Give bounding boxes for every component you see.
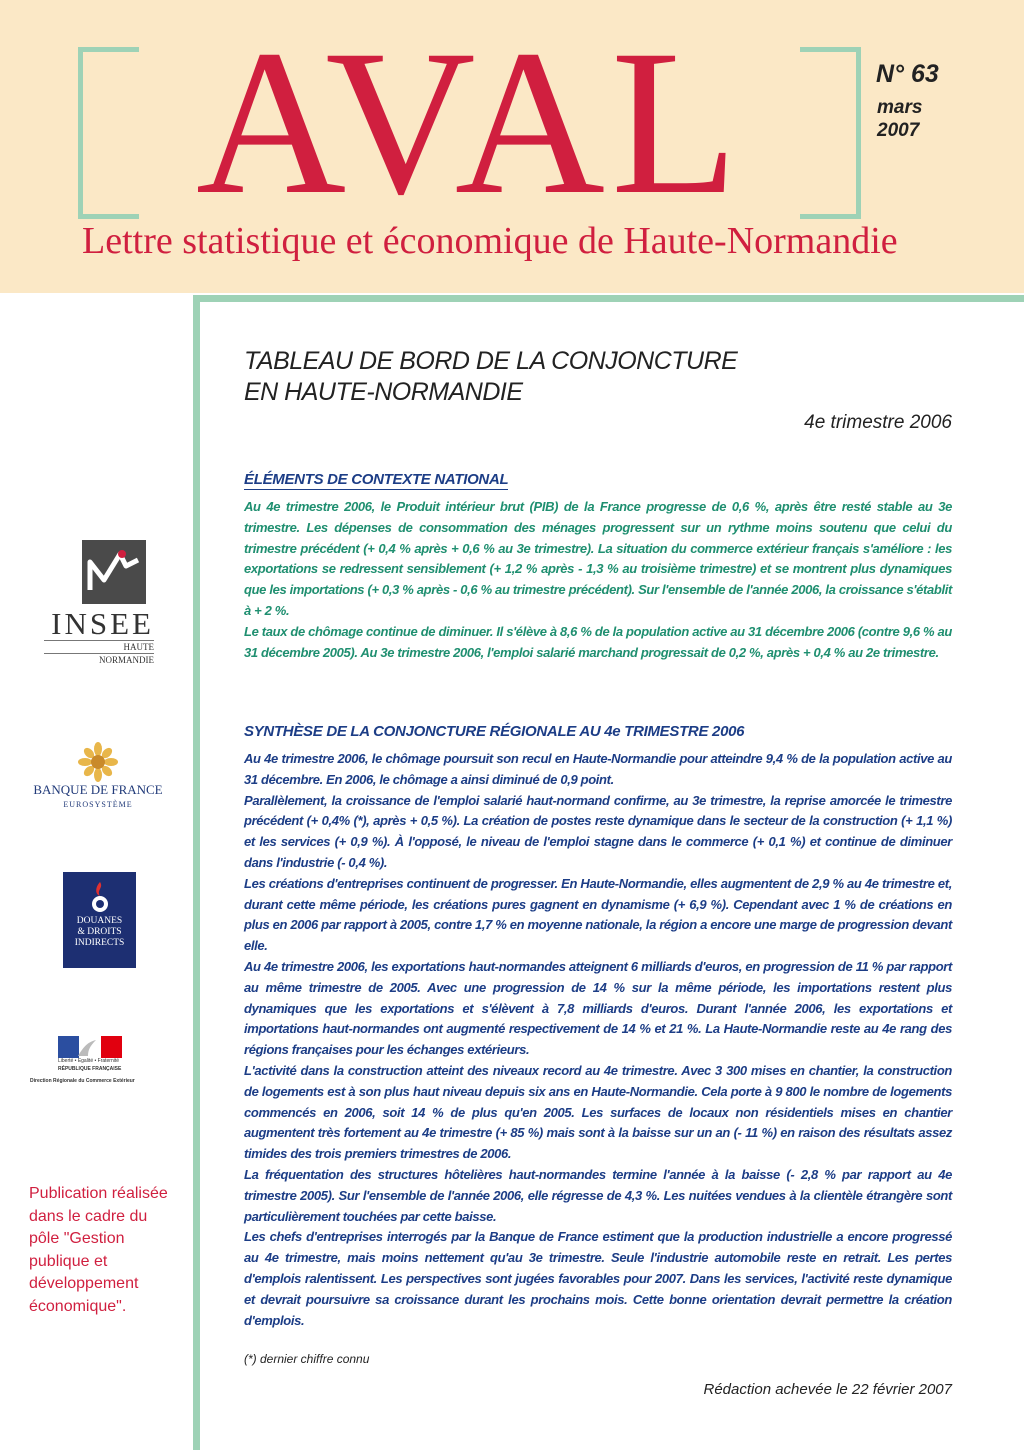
regional-paragraph: L'activité dans la construction atteint des niveaux record au 4e trimestre. Avec 3 300 mises en chantier, la construction de logements est à son plus haut niveau depuis six ans en Haute-Normandie. Cela porte à 9 800 le nombre de logements commencés en 2006, soit 14 % de plus qu'en 2005. Les surfaces de locaux non résidentiels mises en chantier augmentent très fortement au 4e trimestre (+ 85 %) mais sont à la baisse sur un an (- 11 %) en raison des résultats assez timides des trois premiers trimestres de 2006. xyxy=(244,1062,952,1162)
right-frame-bracket xyxy=(800,47,861,219)
french-flag-icon xyxy=(58,1036,122,1058)
regional-paragraph: Les créations d'entreprises continuent de progresser. En Haute-Normandie, elles augmentent de 2,9 % au 4e trimestre et, durant cette même période, les créations pures gagnent en dynamisme (+ 6,9 %). Cependant avec 1 % de créations en plus en 2006 par rapport à 2005, contre 1,7 % en moyenne nationale, la région a encore une marge de progression devant elle. xyxy=(244,875,952,954)
national-paragraph: Le taux de chômage continue de diminuer. Il s'élève à 8,6 % de la population active au 31 décembre 2006 (contre 9,6 % au 31 décembre 2005). Au 3e trimestre 2006, l'emploi salarié marchand progressait de 0,2 %, après + 0,4 % au 2e trimestre. xyxy=(244,623,952,660)
regional-paragraph: Les chefs d'entreprises interrogés par la Banque de France estiment que la production industrielle a encore progressé au 4e trimestre, mais moins nettement qu'au 3e trimestre. Seule l'industrie automobile reste en retrait. Les pertes d'emplois ralentissent. Les perspectives sont jugées favorables pour 2007. Dans les services, l'activité reste dynamique et devrait poursuivre sa croissance durant les prochains mois. Cette bonne orientation devrait permettre la création d'emplois. xyxy=(244,1229,952,1328)
page-title xyxy=(244,346,944,408)
insee-region-line-1: HAUTE xyxy=(44,640,154,653)
regional-paragraph: Parallèlement, la croissance de l'emploi salarié haut-normand confirme, au 3e trimestre, la reprise amorcée le trimestre précédent (+ 0,4% (*), après + 0,5 %). La création de postes reste dynamique dans le secteur de la construction (+ 1,1 %) et les services (+ 0,9 %). À l'opposé, le niveau de l'emploi stagne dans le commerce (+ 0,1 %) et continue de diminuer dans l'industrie (- 0,4 %). xyxy=(244,792,952,870)
douanes-name-line-2: & DROITS xyxy=(77,927,122,937)
direction-label: Direction Régionale du Commerce Extérieur xyxy=(30,1078,135,1084)
republic-label: RÉPUBLIQUE FRANÇAISE xyxy=(58,1066,122,1072)
douanes-name-line-1: DOUANES xyxy=(76,916,123,926)
main-content xyxy=(200,302,1024,1450)
footnote: (*) dernier chiffre connu xyxy=(244,1352,370,1366)
douanes-logo xyxy=(63,872,136,968)
horizontal-divider xyxy=(193,295,1024,302)
insee-region-line-2: NORMANDIE xyxy=(44,653,154,666)
publication-subtitle: Lettre statistique et économique de Haute-Normandie xyxy=(82,220,898,262)
sunflower-icon xyxy=(78,742,118,782)
republic-motto: Liberté • Égalité • Fraternité xyxy=(58,1058,120,1064)
eurosysteme-label: EUROSYSTÈME xyxy=(63,800,133,809)
completion-date-note: Rédaction achevée le 22 février 2007 xyxy=(703,1381,952,1398)
issue-month: mars xyxy=(877,97,923,118)
partner-sidebar xyxy=(0,302,193,1450)
insee-wordmark: INSEE xyxy=(51,606,154,641)
banque-de-france-logo xyxy=(28,742,168,812)
national-context-body xyxy=(244,497,952,663)
issue-year: 2007 xyxy=(877,120,920,141)
issue-number: N° 63 xyxy=(876,60,939,88)
publication-note: Publication réalisée dans le cadre du pôle "Gestion publique et développement économique". xyxy=(29,1185,168,1315)
regional-paragraph: La fréquentation des structures hôtelières haut-normandes termine l'année à la baisse (- 2,8 % par rapport au 4e trimestre 2005). Sur l'ensemble de l'année 2006, elle régresse de 4,3 %. Les nuitées vendues à la clientèle étrangère sont particulièrement touchées par cette baisse. xyxy=(244,1166,952,1224)
insee-logo xyxy=(44,540,154,666)
regional-paragraph: Au 4e trimestre 2006, les exportations haut-normandes atteignent 6 milliards d'euros, en progression de 11 % par rapport au même trimestre de 2005. Avec une progression de 14 % sur la même période, les importations restent plus dynamiques que les exportations et s'élèvent à 7,8 milliards d'euros. Durant l'année 2006, les exportations et importations haut-normandes ont augmenté respectivement de 14 % et 21 %. La Haute-Normandie reste au 4e rang des régions françaises pour les échanges extérieurs. xyxy=(244,958,952,1058)
left-frame-bracket xyxy=(78,47,139,219)
quarter-label: 4e trimestre 2006 xyxy=(804,412,952,433)
page-title-line-2: EN HAUTE-NORMANDIE xyxy=(244,378,523,406)
page-title-line-1: TABLEAU DE BORD DE LA CONJONCTURE xyxy=(244,347,738,375)
national-context-heading: ÉLÉMENTS DE CONTEXTE NATIONAL xyxy=(244,471,509,488)
masthead xyxy=(0,0,1024,293)
aval-logo: AVAL xyxy=(195,7,745,237)
regional-synthesis-body xyxy=(244,749,952,1331)
banque-de-france-name: BANQUE DE FRANCE xyxy=(33,782,163,797)
douanes-name-line-3: INDIRECTS xyxy=(74,938,125,948)
republique-francaise-logo xyxy=(30,1036,170,1089)
national-paragraph: Au 4e trimestre 2006, le Produit intérieur brut (PIB) de la France progresse de 0,6 %, après être resté stable au 3e trimestre. Les dépenses de consommation des ménages progressent sur un rythme moins soutenu que celui du trimestre précédent (+ 0,4 % après + 0,6 % au 3e trimestre). La situation du commerce extérieur français s'améliore : les exportations se redressent sensiblement (+ 1,2 % après - 1,3 % au troisième trimestre) et se montrent plus dynamiques que les importations (+ 0,3 % après - 0,6 % au trimestre précédent). Sur l'ensemble de l'année 2006, la croissance s'établit à + 2 %. xyxy=(244,499,952,618)
regional-synthesis-heading: SYNTHÈSE DE LA CONJONCTURE RÉGIONALE AU 4e TRIMESTRE 2006 xyxy=(244,723,745,740)
insee-emblem-icon xyxy=(82,540,146,604)
douanes-name xyxy=(63,916,136,949)
flame-emblem-icon xyxy=(90,880,110,914)
vertical-divider xyxy=(193,295,200,1450)
regional-paragraph: Au 4e trimestre 2006, le chômage poursuit son recul en Haute-Normandie pour atteindre 9,4 % de la population active au 31 décembre. En 2006, le chômage a ainsi diminué de 0,9 point. xyxy=(244,751,952,787)
